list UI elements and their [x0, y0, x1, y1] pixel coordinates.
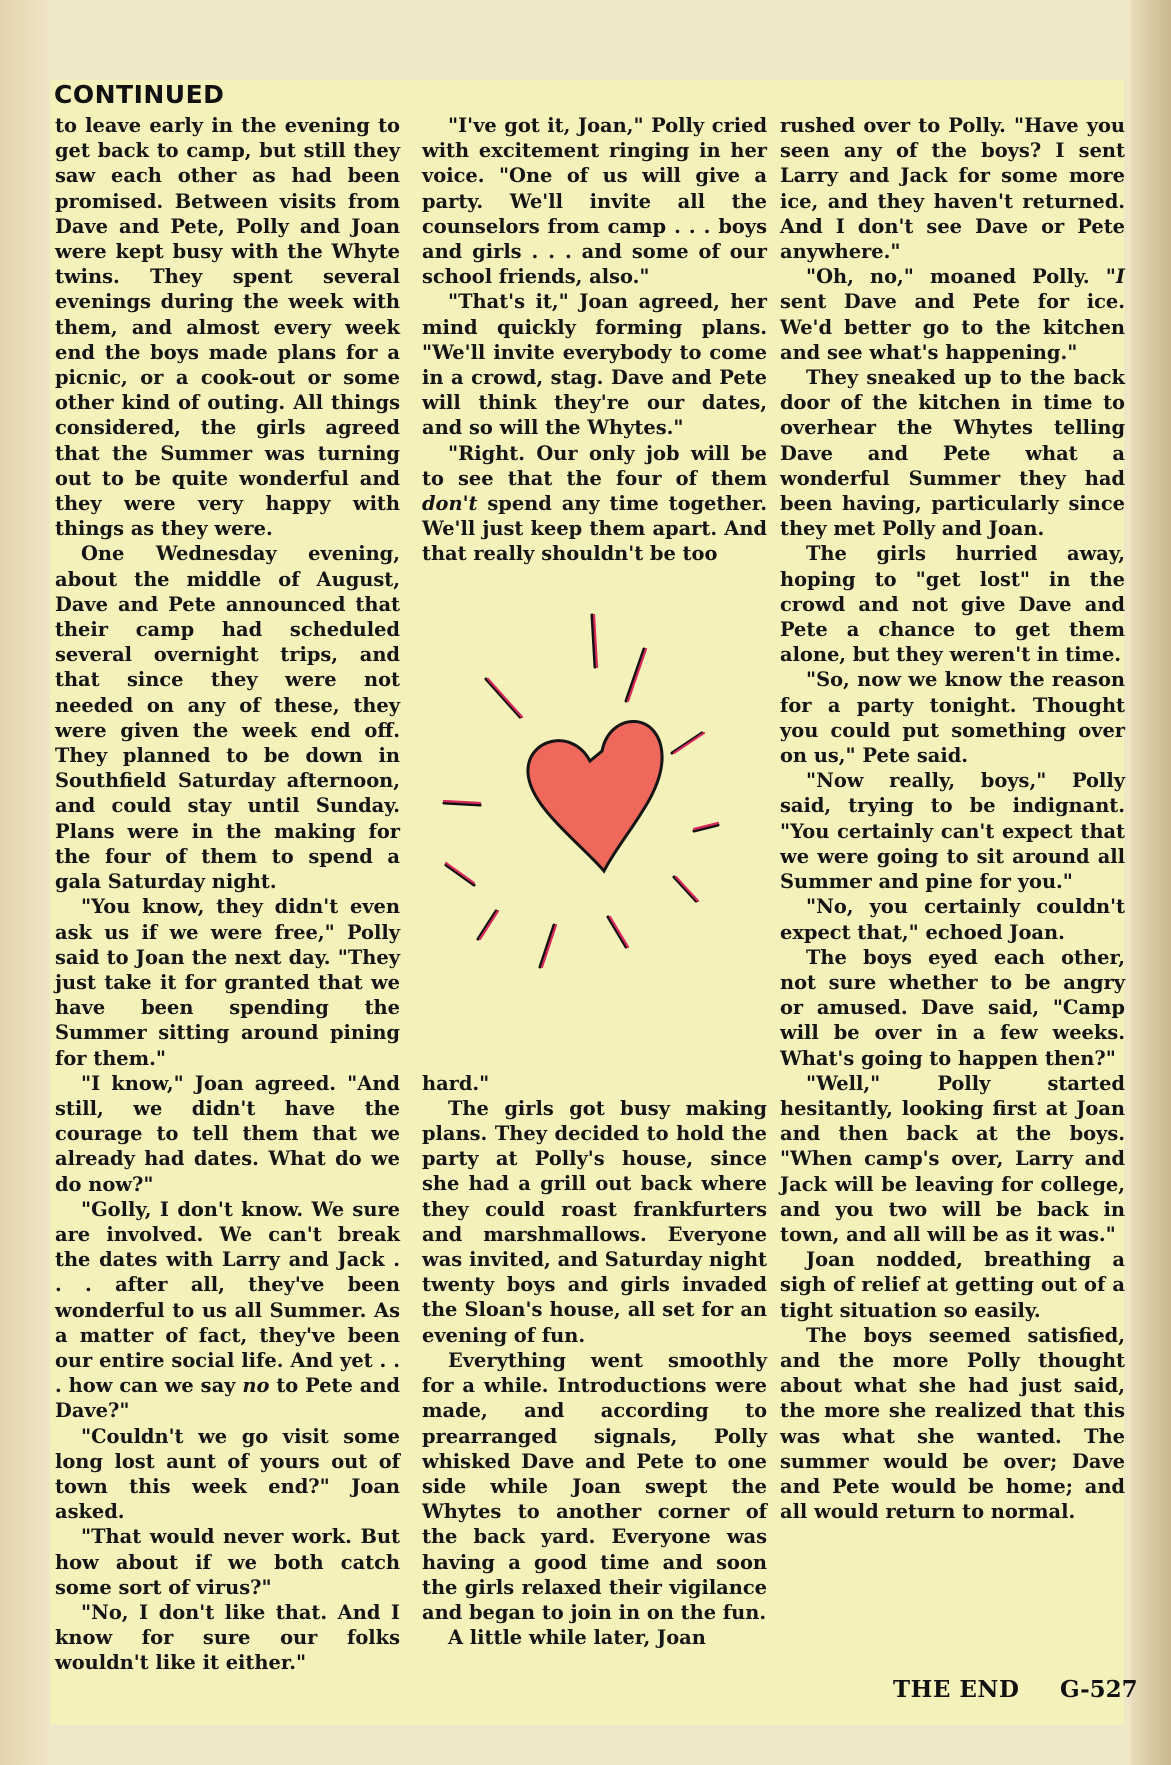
ray — [486, 679, 520, 717]
ray — [672, 733, 702, 753]
paragraph: Everything went smoothly for a while. Introductions were made, and according to prearranged signals, Polly whisked Dave and Pete to one side while Joan swept the Whytes to another corner of the back yard. Everyone was having a good time and soon the girls relaxed their vigilance and began to join in on the fun. — [422, 1348, 767, 1624]
paragraph: A little while later, Joan — [448, 1626, 706, 1650]
paragraph: The girls got busy making plans. They decided to hold the party at Polly's house, since she had a grill out back where they could roast frankfurters and marshmallows. Everyone was invited, and Saturday night twenty boys and girls invaded the Sloan's house, all set for an evening of fun. — [422, 1096, 767, 1347]
emphasis: no — [242, 1374, 270, 1398]
paragraph — [55, 1197, 400, 1424]
emphasis: don't — [422, 492, 478, 516]
paragraph: to leave early in the evening to get back to camp, but still they saw each other as had been promised. Between visits from Dave and Pete, Polly and Joan were kept busy with the Whyte twins. They spent several evenings during the week with them, and almost every week end the boys made plans for a picnic, or a cook-out or some other kind of outing. All things considered, the girls agreed that the Summer was turning out to be quite wonderful and they were very happy with things as they were. — [55, 114, 400, 541]
ray — [446, 865, 474, 885]
text-column-3 — [780, 113, 1125, 1524]
paragraph: The boys eyed each other, not sure whether to be angry or amused. Dave said, "Camp will be over in a few weeks. What's going to happen then?" — [780, 945, 1125, 1070]
paragraph: "No, you certainly couldn't expect that," echoed Joan. — [780, 895, 1125, 944]
ray — [540, 925, 554, 967]
heart-icon — [422, 581, 767, 1061]
paragraph: "That would never work. But how about if we both catch some sort of virus?" — [55, 1525, 400, 1599]
text-column-2 — [422, 113, 767, 1650]
paragraph: They sneaked up to the back door of the kitchen in time to overhear the Whytes telling Dave and Pete what a wonderful Summer they had been having, particularly since they met Polly and Joan. — [780, 366, 1125, 541]
page-code: G-527 — [1060, 1676, 1138, 1703]
paragraph: One Wednesday evening, about the middle of August, Dave and Pete announced that their camp had scheduled several overnight trips, and that since they were not needed on any of these, they were given the week end off. They planned to be down in Southfield Saturday afternoon, and could stay until Sunday. Plans were in the making for the four of them to spend a gala Saturday night. — [55, 542, 400, 894]
paragraph: The boys seemed satisfied, and the more Polly thought about what she had just said, the more she realized that this was what she wanted. The summer would be over; Dave and Pete would be home; and all would return to normal. — [780, 1323, 1125, 1524]
paragraph: "Well," Polly started hesitantly, looking first at Joan and then back at the boys. "When camp's over, Larry and Jack will be leaving for college, and you two will be back in town, and all will be as it was." — [780, 1071, 1125, 1246]
paragraph: "So, now we know the reason for a party tonight. Thought you could put something over on us," Pete said. — [780, 668, 1125, 768]
ray — [608, 917, 626, 947]
paragraph: "I've got it, Joan," Polly cried with excitement ringing in her voice. "One of us will give a party. We'll invite all the counselors from camp . . . boys and girls . . . and some of our school friends, also." — [422, 114, 767, 289]
continued-header: CONTINUED — [54, 80, 225, 109]
paragraph: rushed over to Polly. "Have you seen any of the boys? I sent Larry and Jack for some more ice, and they haven't returned. And I don't see Dave or Pete anywhere." — [780, 114, 1125, 264]
ray — [674, 877, 696, 901]
paragraph: "Couldn't we go visit some long lost aunt of yours out of town this week end?" Joan asked. — [55, 1424, 400, 1524]
text-run: sent Dave and Pete for ice. We'd better go to the kitchen and see what's happening." — [780, 290, 1125, 364]
page-margin-left — [0, 0, 46, 1765]
paragraph: "That's it," Joan agreed, her mind quickly forming plans. "We'll invite everybody to come in a crowd, stag. Dave and Pete will think they're our dates, and so will the Whytes." — [422, 290, 767, 440]
heart-shape — [528, 721, 662, 871]
text-run: "Golly, I don't know. We sure are involved. We can't break the dates with Larry and Jack . . . after all, they've been wonderful to us all Summer. As a matter of fact, they've been our entire social life. And yet . . . how can we say — [55, 1197, 400, 1398]
text-column-1 — [55, 113, 400, 1676]
text-run: to Pete and Dave?" — [55, 1374, 400, 1423]
paragraph — [780, 264, 1125, 365]
paragraph: "Now really, boys," Polly said, trying to be indignant. "You certainly can't expect that we were going to sit around all Summer and pine for you." — [780, 769, 1125, 894]
paragraph: Joan nodded, breathing a sigh of relief at getting out of a tight situation so easily. — [780, 1248, 1125, 1322]
paragraph: "I know," Joan agreed. "And still, we didn't have the courage to tell them that we already had dates. What do we do now?" — [55, 1071, 400, 1196]
paragraph: hard." — [422, 1071, 490, 1095]
ray — [626, 649, 644, 701]
paragraph: "You know, they didn't even ask us if we were free," Polly said to Joan the next day. "They just take it for granted that we have been spending the Summer sitting around pining for them." — [55, 895, 400, 1070]
paragraph: The girls hurried away, hoping to "get lost" in the crowd and not give Dave and Pete a chance to get them alone, but they weren't in time. — [780, 542, 1125, 667]
the-end-label: THE END — [893, 1676, 1020, 1703]
emphasis: "I — [1105, 265, 1125, 289]
heart-illustration — [422, 581, 767, 1061]
ray — [478, 911, 496, 939]
text-run: "Oh, no," moaned Polly. — [806, 265, 1090, 289]
text-run: "Right. Our only job will be to see that the four of them — [422, 441, 767, 490]
text-run: spend any time together. We'll just keep them apart. And that really shouldn't be too — [422, 492, 767, 566]
paragraph — [422, 441, 767, 567]
page-margin-right — [1131, 0, 1171, 1765]
paragraph: "No, I don't like that. And I know for sure our folks wouldn't like it either." — [55, 1600, 400, 1675]
